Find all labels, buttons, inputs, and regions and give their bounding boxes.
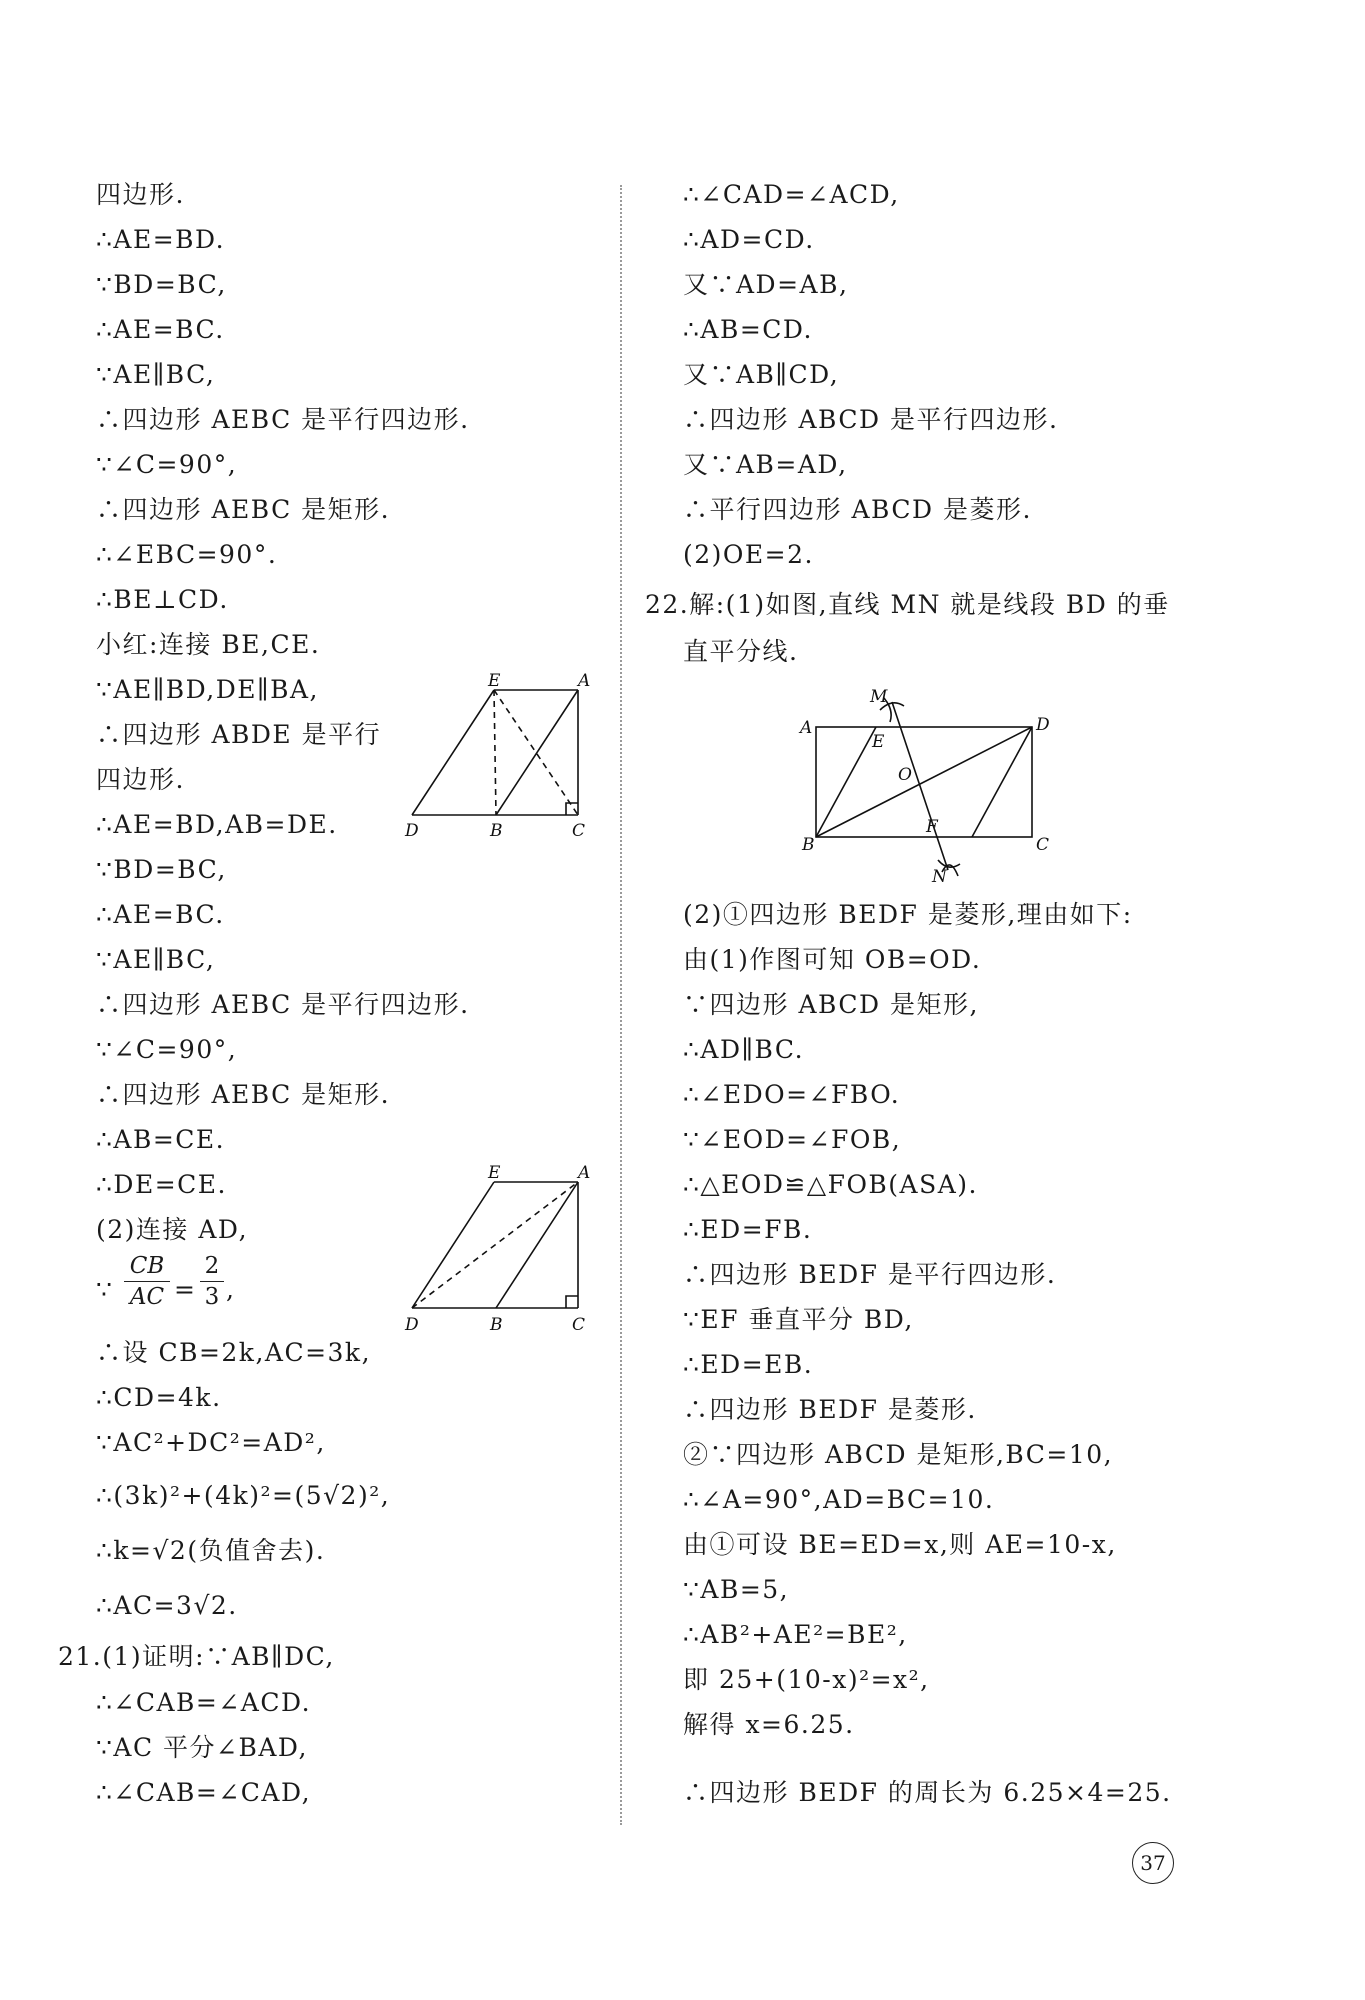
label: C <box>1036 835 1050 855</box>
text-line: ∴AE=BC. <box>96 900 225 929</box>
label: E <box>872 732 885 752</box>
text-line: ∴AD∥BC. <box>683 1035 805 1064</box>
text-line: ∴DE=CE. <box>96 1170 227 1199</box>
text-line: 22.解:(1)如图,直线 MN 就是线段 BD 的垂 <box>645 590 1170 619</box>
text-line: 又∵AD=AB, <box>683 270 849 299</box>
text-line: ∴AE=BC. <box>96 315 225 344</box>
text-line: ∴设 CB=2k,AC=3k, <box>96 1338 372 1367</box>
text-line: ∴∠EDO=∠FBO. <box>683 1080 901 1109</box>
text-line: ∵∠C=90°, <box>96 1035 238 1064</box>
text-line: ∴AB=CE. <box>96 1125 226 1154</box>
text-line: ∴平行四边形 ABCD 是菱形. <box>683 495 1032 524</box>
label: E <box>488 1163 501 1183</box>
text-line: ∵AB=5, <box>683 1575 790 1604</box>
fraction-denominator: 3 <box>204 1284 220 1310</box>
figure-parallelogram-ad <box>400 1160 600 1340</box>
text-line: 21.(1)证明:∵AB∥DC, <box>58 1642 335 1671</box>
text-line: ∴AD=CD. <box>683 225 815 254</box>
fraction-numerator: CB <box>124 1251 170 1282</box>
text-line: ∵AE∥BC, <box>96 945 216 974</box>
text-line: ∵AE∥BD,DE∥BA, <box>96 675 319 704</box>
equals-sign: = <box>174 1275 197 1304</box>
text-line: 解得 x=6.25. <box>683 1710 855 1739</box>
label: A <box>578 1163 591 1183</box>
text-line: 又∵AB=AD, <box>683 450 848 479</box>
page-number: 37 <box>1132 1842 1174 1884</box>
label: A <box>578 671 591 691</box>
fraction-denominator: AC <box>129 1284 165 1310</box>
text-line: ∴CD=4k. <box>96 1383 222 1412</box>
text-line: ∴四边形 AEBC 是平行四边形. <box>96 405 470 434</box>
text-line: ∴(3k)²+(4k)²=(5√2)², <box>96 1481 391 1510</box>
label: D <box>1036 715 1050 735</box>
label: O <box>898 765 912 785</box>
text-line: ∵AE∥BC, <box>96 360 216 389</box>
text-line: ∴∠CAB=∠ACD. <box>96 1688 312 1717</box>
text-line: ∴四边形 BEDF 的周长为 6.25×4=25. <box>683 1778 1172 1807</box>
text-line: ∴∠A=90°,AD=BC=10. <box>683 1485 995 1514</box>
text-line: (2)连接 AD, <box>96 1215 249 1244</box>
text-line: ∴∠CAD=∠ACD, <box>683 180 900 209</box>
text-line: (2)①四边形 BEDF 是菱形,理由如下: <box>683 900 1133 929</box>
text-line: ∵EF 垂直平分 BD, <box>683 1305 914 1334</box>
label: M <box>870 687 888 707</box>
text-line: ∵AC 平分∠BAD, <box>96 1733 309 1762</box>
column-divider <box>620 185 622 1825</box>
text-line: ∵∠C=90°, <box>96 450 238 479</box>
label: B <box>802 835 815 855</box>
label: E <box>488 671 501 691</box>
text-line: 四边形. <box>96 765 185 794</box>
text-line: ∴△EOD≌△FOB(ASA). <box>683 1170 978 1199</box>
text-line: ∴四边形 ABDE 是平行 <box>96 720 382 749</box>
fraction-numerator: 2 <box>200 1251 224 1282</box>
label: B <box>490 821 503 841</box>
fraction-cb-ac <box>124 1251 170 1312</box>
text-line: 小红:连接 BE,CE. <box>96 630 321 659</box>
text-line: ∴∠EBC=90°. <box>96 540 278 569</box>
text-line: ∴k=√2(负值舍去). <box>96 1536 326 1565</box>
text-line: 由(1)作图可知 OB=OD. <box>683 945 982 974</box>
text-line: 直平分线. <box>683 637 799 666</box>
text-line: ∵BD=BC, <box>96 855 227 884</box>
label: D <box>405 1315 419 1335</box>
text-line: ∴四边形 AEBC 是平行四边形. <box>96 990 470 1019</box>
text-line: ∴四边形 AEBC 是矩形. <box>96 1080 391 1109</box>
label: A <box>800 718 813 738</box>
text-line: ∴ED=FB. <box>683 1215 813 1244</box>
text-line: ∴四边形 ABCD 是平行四边形. <box>683 405 1059 434</box>
text-line: ∴AB²+AE²=BE², <box>683 1620 908 1649</box>
text-line: ∵BD=BC, <box>96 270 227 299</box>
figure-rectangle-perpendicular-bisector <box>780 680 1070 890</box>
text-line: ∵四边形 ABCD 是矩形, <box>683 990 979 1019</box>
text-line: 由①可设 BE=ED=x,则 AE=10-x, <box>683 1530 1117 1559</box>
label: C <box>572 821 586 841</box>
text-line: ∵AC²+DC²=AD², <box>96 1428 326 1457</box>
text-line: 即 25+(10-x)²=x², <box>683 1665 930 1694</box>
text-line: ∴四边形 BEDF 是菱形. <box>683 1395 977 1424</box>
text-line: ∵∠EOD=∠FOB, <box>683 1125 902 1154</box>
comma: , <box>226 1275 236 1304</box>
text-line: ∴AE=BD. <box>96 225 226 254</box>
because-symbol: ∵ <box>96 1275 114 1304</box>
text-line: ∴四边形 BEDF 是平行四边形. <box>683 1260 1057 1289</box>
label: F <box>926 817 938 837</box>
fraction-2-3 <box>200 1251 224 1312</box>
text-line: ∴BE⊥CD. <box>96 585 229 614</box>
label: N <box>932 867 947 887</box>
text-line: (2)OE=2. <box>683 540 814 569</box>
text-line: 又∵AB∥CD, <box>683 360 840 389</box>
text-line: 四边形. <box>96 180 185 209</box>
label: B <box>490 1315 503 1335</box>
text-line: ②∵四边形 ABCD 是矩形,BC=10, <box>683 1440 1114 1469</box>
label: C <box>572 1315 586 1335</box>
text-line: ∴AB=CD. <box>683 315 814 344</box>
text-line: ∴AC=3√2. <box>96 1591 238 1620</box>
text-line: ∴AE=BD,AB=DE. <box>96 810 338 839</box>
text-line: ∴ED=EB. <box>683 1350 814 1379</box>
label: D <box>405 821 419 841</box>
text-line: ∴四边形 AEBC 是矩形. <box>96 495 391 524</box>
text-line: ∴∠CAB=∠CAD, <box>96 1778 312 1807</box>
figure-parallelogram-abde <box>400 670 600 850</box>
